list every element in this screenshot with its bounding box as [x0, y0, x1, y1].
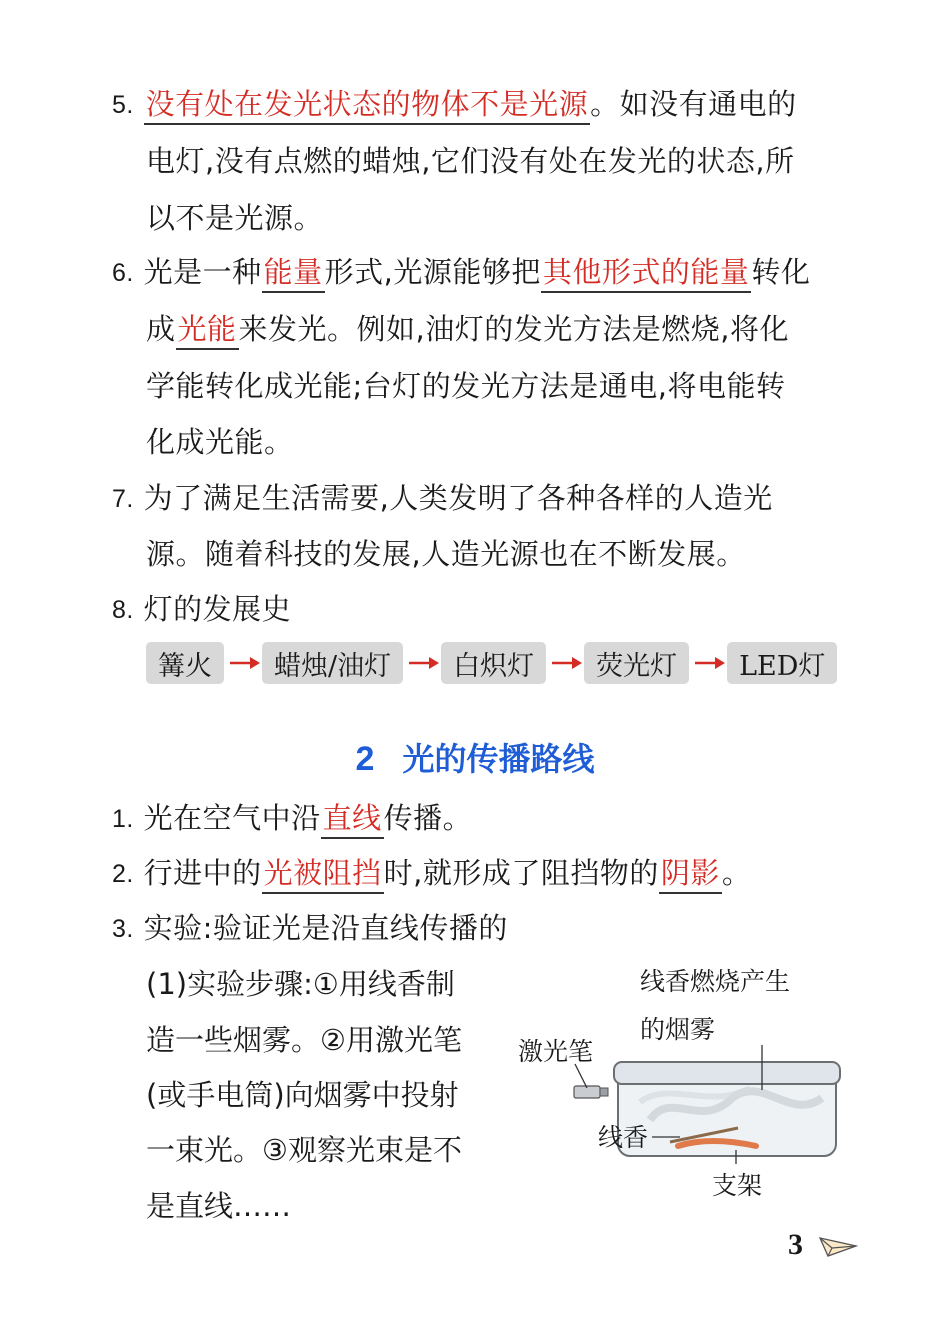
answer-text: 直线 [321, 801, 384, 839]
item-5-line-2: 电灯,没有点燃的蜡烛,它们没有处在发光的状态,所 [146, 144, 795, 178]
item-text: 传播。 [383, 801, 473, 835]
stand-label: 支架 [712, 1171, 763, 1200]
lamp-stage-box: 篝火 [146, 642, 224, 684]
answer-text: 能量 [262, 255, 325, 293]
item-text: 成 [146, 312, 176, 346]
answer-text: 光被阻挡 [262, 856, 384, 894]
lamp-stage-box: 蜡烛/油灯 [262, 642, 403, 684]
lamp-stage-box: LED灯 [727, 642, 837, 684]
item-text: 形式,光源能够把 [324, 255, 541, 289]
incense-label: 线香 [598, 1123, 649, 1152]
item-text: 。 [721, 856, 752, 890]
laser-label: 激光笔 [518, 1037, 594, 1066]
item-number: 8. [112, 596, 134, 624]
item-number: 1. [112, 805, 134, 833]
experiment-step-line: (1)实验步骤:①用线香制 [146, 967, 455, 1001]
item-number: 5. [112, 91, 134, 119]
item-text: 来发光。例如,油灯的发光方法是燃烧,将化 [238, 312, 789, 346]
section-title-text: 光的传播路线 [402, 740, 595, 778]
experiment-step-line: 造一些烟雾。②用激光笔 [146, 1023, 462, 1057]
section-number: 2 [355, 740, 375, 778]
lamp-stage-box: 荧光灯 [584, 642, 689, 684]
item-text: 行进中的 [143, 856, 262, 890]
lamp-stage-box: 白炽灯 [441, 642, 546, 684]
item-6-line-4: 化成光能。 [146, 425, 294, 459]
leader-line [575, 1064, 587, 1088]
item-number: 6. [112, 259, 134, 287]
experiment-step-line: (或手电筒)向烟雾中投射 [146, 1078, 459, 1112]
item-text: 实验:验证光是沿直线传播的 [143, 911, 508, 945]
item-6-line-3: 学能转化成光能;台灯的发光方法是通电,将电能转 [146, 369, 786, 403]
item-text: 时,就形成了阻挡物的 [383, 856, 659, 890]
item-text: 转化 [751, 255, 811, 289]
item-text: 为了满足生活需要,人类发明了各种各样的人造光 [143, 481, 773, 515]
item-text: 光在空气中沿 [143, 801, 321, 835]
page-number: 3 [788, 1228, 803, 1261]
item-text: 。如没有通电的 [590, 87, 797, 121]
smoke-label-line-2: 的烟雾 [640, 1015, 716, 1044]
item-7-line-2: 源。随着科技的发展,人造光源也在不断发展。 [146, 537, 746, 571]
answer-text: 没有处在发光状态的物体不是光源 [144, 87, 591, 125]
smoke-label-line-1: 线香燃烧产生 [640, 967, 791, 996]
answer-text: 阴影 [659, 856, 722, 894]
paper-plane-icon [818, 1232, 858, 1260]
experiment-step-line: 一束光。③观察光束是不 [146, 1133, 462, 1167]
answer-text: 其他形式的能量 [541, 255, 752, 293]
item-number: 7. [112, 485, 134, 513]
experiment-step-line: 是直线…… [146, 1189, 292, 1223]
item-5-line-3: 以不是光源。 [146, 201, 324, 235]
item-text: 光是一种 [143, 255, 262, 289]
item-number: 2. [112, 860, 134, 888]
item-text: 灯的发展史 [143, 592, 292, 626]
item-number: 3. [112, 915, 134, 943]
answer-text: 光能 [176, 312, 239, 350]
